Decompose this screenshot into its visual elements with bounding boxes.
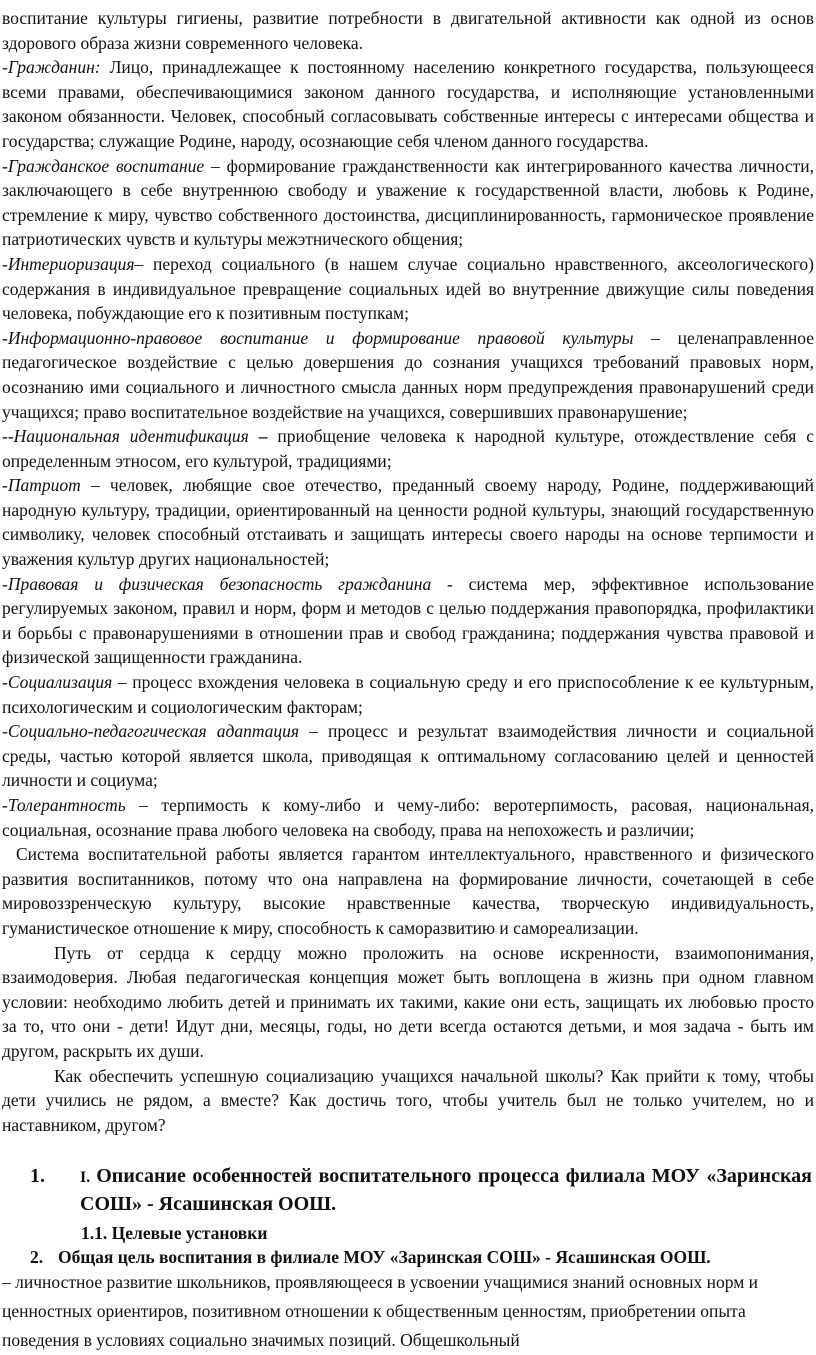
- subsection-goal-number: 2.: [30, 1247, 44, 1268]
- definition-term: -Гражданин:: [2, 57, 101, 78]
- definition-dash: -: [431, 573, 453, 594]
- definition-legal-education: [2, 326, 814, 424]
- definition-term: -Толерантность: [2, 795, 126, 815]
- definition-dash: –: [248, 426, 268, 447]
- definition-text: процесс вхождения человека в социальную среду и его приспособление к ее культурным, психологическим и социологическим факторам;: [2, 672, 815, 717]
- paragraph-text: воспитание культуры гигиены, развитие потребности в двигательной активности как одной из основ здорового образа жизни современного человека.: [2, 8, 814, 53]
- subsection-goal-title: Общая цель воспитания в филиале МОУ «Заринская СОШ» - Ясашинская ООШ.: [58, 1247, 711, 1268]
- definition-dash: –: [299, 721, 318, 742]
- definition-term: --Национальная идентификация: [2, 426, 249, 447]
- definition-citizen: [2, 55, 814, 153]
- body-paragraph-system: Система воспитательной работы является гарантом интеллектуального, нравственного и физического развития воспитанников, потому что она направлена на формирование личности, сочетающей в себе мировоззренческую культуру, высокие нравственные качества, творческую индивидуальность, гуманистическое отношение к миру, способность к саморазвитию и самореализации.: [2, 844, 814, 938]
- definition-text: приобщение человека к народной культуре, отождествление себя с определенным этносом, его культурой, традициями;: [2, 426, 814, 471]
- subsection-targets: 1.1. Целевые установки: [81, 1223, 268, 1244]
- body-paragraph-heart: Путь от сердца к сердцу можно проложить на основе искренности, взаимопонимания, взаимодоверия. Любая педагогическая концепция может быть воплощена в жизнь при одном главном условии: необходимо любить детей и принимать их такими, какие они есть, защищать их любовью просто за то, что они - дети! Идут дни, месяцы, годы, но дети всегда остаются детьми, и моя задача - быть им другом, раскрыть их души.: [2, 942, 814, 1061]
- section-title: Описание особенностей воспитательного процесса филиала МОУ «Заринская СОШ» - Ясашинская ООШ.: [80, 1165, 812, 1216]
- definition-socialization: [2, 670, 814, 719]
- section-heading: [0, 1163, 816, 1218]
- definition-term: -Социализация: [2, 672, 113, 693]
- definition-patriot: [2, 473, 814, 571]
- definition-tolerance: [2, 793, 814, 842]
- body-paragraph-questions: Как обеспечить успешную социализацию учащихся начальной школы? Как прийти к тому, чтобы дети учились не рядом, а вместе? Как достичь того, чтобы учитель был не только учителем, но и наставником, другом?: [2, 1065, 814, 1135]
- definition-term: -Интериоризация: [2, 253, 135, 274]
- definition-term: -Патриот: [2, 475, 81, 496]
- definition-text: Лицо, принадлежащее к постоянному населению конкретного государства, пользующееся всеми правами, обеспечивающимися законом данного государства, и исполняющие установленными законом обязанности. Человек, способный согласовывать собственные интересы с интересами общества и государства; служащие Родине, народу, осознающие себя членом данного государства.: [2, 57, 814, 151]
- definitions-block: [2, 6, 814, 1137]
- definition-text: переход социального (в нашем случае социально нравственного, аксеологического) содержания в индивидуальное превращение социальных идей во внутренние движущие силы поведения человека, побуждающие его к позитивным поступкам;: [2, 253, 814, 324]
- definition-text: формирование гражданственности как интегрированного качества личности, заключающего в себе внутреннюю свободу и уважение к государственной власти, любовь к Родине, стремление к миру, чувство собственного достоинства, дисциплинированность, гармоническое проявление патриотических чувств и культуры межэтнического общения;: [2, 155, 814, 250]
- definition-legal-physical-safety: [2, 572, 814, 670]
- definition-term: -Правовая и физическая безопасность гражданина: [2, 573, 432, 594]
- definition-term: -Гражданское воспитание: [2, 155, 205, 176]
- definition-national-identification: [2, 424, 814, 473]
- definition-term: -Социально-педагогическая адаптация: [2, 721, 300, 742]
- definition-dash: –: [204, 155, 220, 176]
- definition-text: терпимость к кому-либо и чему-либо: веротерпимость, расовая, национальная, социальная, осознание права любого человека на свободу, права на непохожесть и различии;: [2, 795, 814, 840]
- definition-text: человек, любящие свое отечество, преданный своему народу, Родине, поддерживающий народную культуру, традиции, ориентированный на ценности родной культуры, знающий государственную символику, человек способный отстаивать и защищать интересы своего народы на основе терпимости и уважения культур других национальностей;: [2, 475, 814, 570]
- definition-dash: –: [125, 795, 148, 815]
- section-number: 1.: [30, 1165, 45, 1188]
- definition-dash: –: [112, 672, 127, 693]
- goal-text: – личностное развитие школьников, проявляющееся в усвоении учащимися знаний основных норм и ценностных ориентиров, позитивном отношении к общественным ценностям, приобретении опыта поведения в условиях социально значимых позиций. Общешкольный: [2, 1272, 759, 1351]
- definition-text: система мер, эффективное использование регулируемых законом, правил и норм, форм и методов с целью поддержания правопорядка, профилактики и борьбы с правонарушениями в отношении прав и свобод гражданина; поддержания чувства правовой и физической защищенности гражданина.: [2, 573, 814, 668]
- definition-dash: –: [633, 327, 660, 348]
- definition-civic-education: [2, 154, 814, 252]
- paragraph-intro: [2, 6, 814, 55]
- definition-interiorization: [2, 252, 814, 326]
- subsection-goal: [30, 1246, 816, 1268]
- definition-dash: –: [134, 253, 144, 274]
- definition-dash: –: [80, 475, 100, 496]
- section-title-wrap: [80, 1163, 816, 1218]
- definition-term: -Информационно-правовое воспитание и формирование правовой культуры: [2, 327, 634, 348]
- section-roman-number: I.: [80, 1169, 91, 1187]
- definition-text: процесс и результат взаимодействия личности и социальной среды, частью которой является школа, приводящая к оптимальному согласованию целей и ценностей личности и социума;: [2, 721, 814, 791]
- definition-social-adaptation: [2, 719, 814, 793]
- definition-text: целенаправленное педагогическое воздействие с целью довершения до сознания учащихся требований правовых норм, осознанию ими социального и личностного смысла данных норм предупреждения правонарушений среди учащихся; право воспитательное воздействие на учащихся, совершивших правонарушение;: [2, 327, 814, 422]
